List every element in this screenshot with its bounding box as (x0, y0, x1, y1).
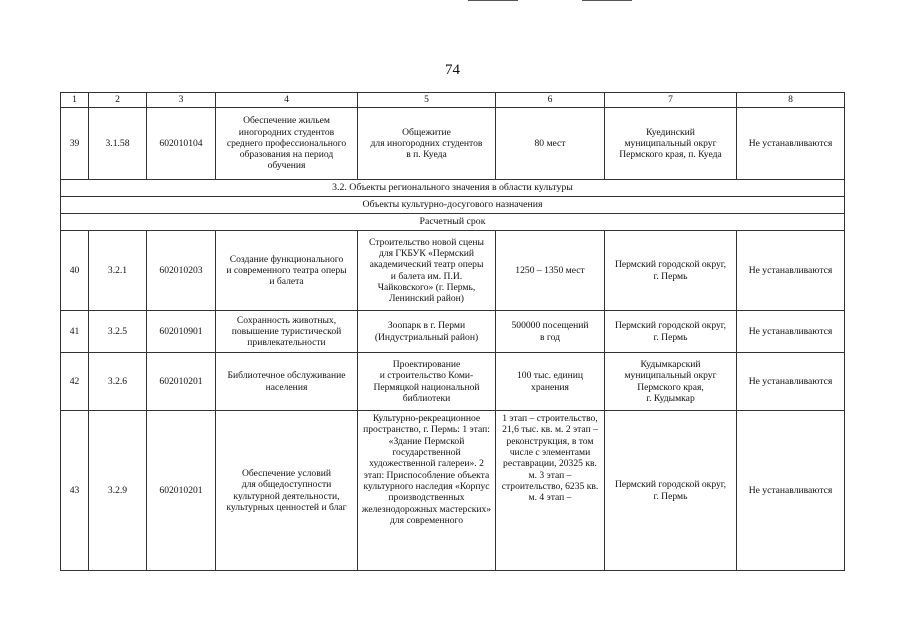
row-code: 3.2.6 (89, 353, 147, 411)
row-capacity: 1 этап – строительство, 21,6 тыс. кв. м. 2 этап – реконструкция, в том числе с элементами реставрации, 20325 кв. м. 3 этап – строительство, 6235 кв. м. 4 этап – (501, 413, 599, 504)
row-capacity-cell (496, 411, 605, 571)
row-location: Пермский городской округ, г. Пермь (605, 231, 737, 311)
row-zone: Не устанавливаются (737, 353, 845, 411)
row-zone: Не устанавливаются (737, 231, 845, 311)
header-cell: 6 (496, 93, 605, 108)
row-capacity: 1250 – 1350 мест (496, 231, 605, 311)
planning-table (60, 92, 845, 571)
row-purpose: Обеспечение жильем иногородних студентов среднего профессионального образования на период обучения (216, 108, 358, 180)
header-row (61, 93, 845, 108)
row-location: Куединский муниципальный округ Пермского края, п. Куеда (605, 108, 737, 180)
page-number: 74 (445, 62, 460, 78)
row-zone: Не устанавливаются (737, 411, 845, 571)
row-number: 40 (61, 231, 89, 311)
table-row (61, 353, 845, 411)
row-zone: Не устанавливаются (737, 108, 845, 180)
row-id: 602010901 (147, 311, 216, 353)
row-id: 602010201 (147, 411, 216, 571)
row-object: Общежитие для иногородних студентов в п. Куеда (358, 108, 496, 180)
row-location: Пермский городской округ, г. Пермь (605, 311, 737, 353)
row-number: 43 (61, 411, 89, 571)
row-purpose: Сохранность животных, повышение туристической привлекательности (216, 311, 358, 353)
row-zone: Не устанавливаются (737, 311, 845, 353)
row-id: 602010104 (147, 108, 216, 180)
term-row (61, 214, 845, 231)
table-row (61, 108, 845, 180)
top-rule-left (468, 0, 518, 1)
row-purpose: Обеспечение условий для общедоступности культурной деятельности, культурных ценностей и благ (216, 411, 358, 571)
header-cell: 7 (605, 93, 737, 108)
row-object: Зоопарк в г. Перми (Индустриальный район) (358, 311, 496, 353)
page-bottom-margin (0, 578, 905, 640)
row-location: Кудымкарский муниципальный округ Пермского края, г. Кудымкар (605, 353, 737, 411)
top-rule-right (582, 0, 632, 1)
header-cell: 2 (89, 93, 147, 108)
row-id: 602010203 (147, 231, 216, 311)
row-object-cell (358, 411, 496, 571)
row-number: 41 (61, 311, 89, 353)
section-title: 3.2. Объекты регионального значения в области культуры (61, 180, 845, 197)
row-object: Проектирование и строительство Коми- Пермяцкой национальной библиотеки (358, 353, 496, 411)
row-object: Строительство новой сцены для ГКБУК «Пермский академический театр оперы и балета им. П.И. Чайковского» (г. Пермь, Ленинский район) (358, 231, 496, 311)
row-number: 42 (61, 353, 89, 411)
row-code: 3.2.5 (89, 311, 147, 353)
row-number: 39 (61, 108, 89, 180)
row-location: Пермский городской округ, г. Пермь (605, 411, 737, 571)
row-purpose: Библиотечное обслуживание населения (216, 353, 358, 411)
table-row (61, 311, 845, 353)
term-title: Расчетный срок (61, 214, 845, 231)
header-cell: 5 (358, 93, 496, 108)
subsection-row (61, 197, 845, 214)
header-cell: 4 (216, 93, 358, 108)
table-row (61, 231, 845, 311)
section-row (61, 180, 845, 197)
row-capacity: 80 мест (496, 108, 605, 180)
header-cell: 3 (147, 93, 216, 108)
header-cell: 1 (61, 93, 89, 108)
table-row (61, 411, 845, 571)
row-purpose: Создание функционального и современного театра оперы и балета (216, 231, 358, 311)
row-id: 602010201 (147, 353, 216, 411)
row-code: 3.2.1 (89, 231, 147, 311)
subsection-title: Объекты культурно-досугового назначения (61, 197, 845, 214)
row-object: Культурно-рекреационное пространство, г. Пермь: 1 этап: «Здание Пермской государственной художественной галереи». 2 этап: Приспособление объекта культурного наследия «Корпус производственных железнодорожных мастерских» для современного (361, 413, 492, 526)
row-code: 3.1.58 (89, 108, 147, 180)
row-capacity: 100 тыс. единиц хранения (496, 353, 605, 411)
header-cell: 8 (737, 93, 845, 108)
row-code: 3.2.9 (89, 411, 147, 571)
row-capacity: 500000 посещений в год (496, 311, 605, 353)
